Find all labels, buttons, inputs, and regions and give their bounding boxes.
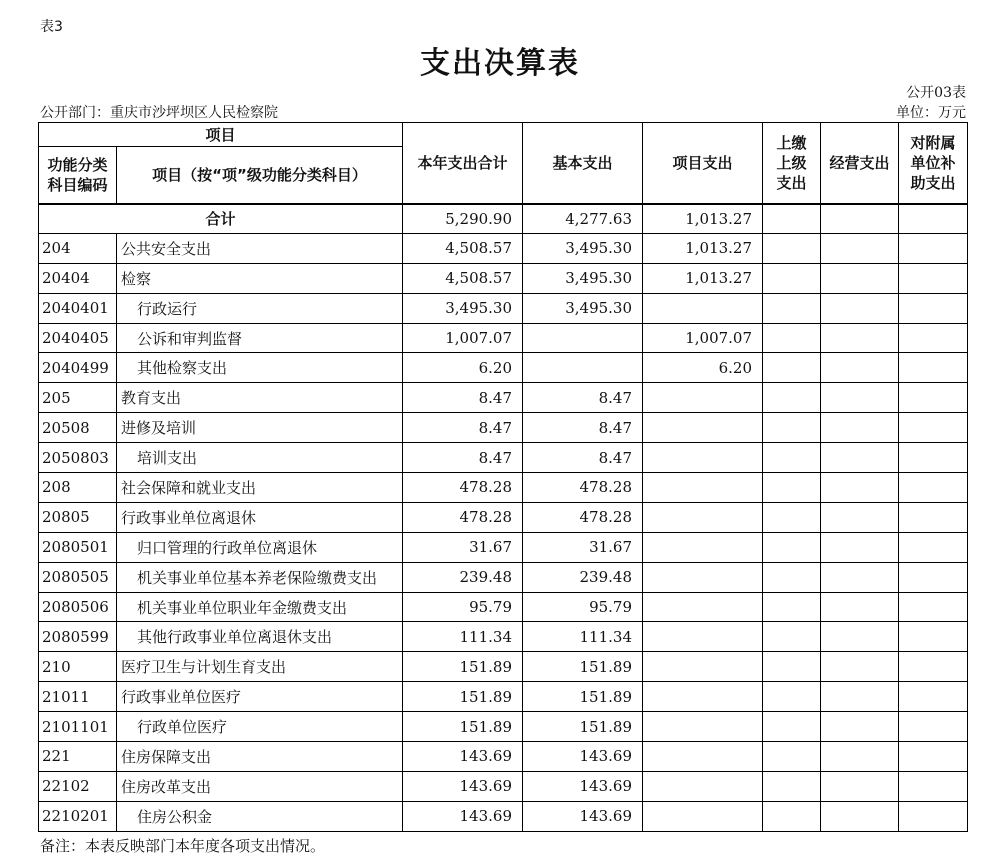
row-name: 教育支出 [117, 383, 403, 413]
table-row [39, 413, 968, 443]
total-row [39, 204, 968, 234]
row-cell-upper [763, 562, 821, 592]
row-name: 检察 [117, 263, 403, 293]
row-name: 机关事业单位职业年金缴费支出 [117, 592, 403, 622]
row-cell-subsidy [899, 413, 968, 443]
row-cell-subsidy [899, 562, 968, 592]
row-cell-business [821, 682, 899, 712]
table-row [39, 771, 968, 801]
row-cell-business [821, 383, 899, 413]
row-cell-upper [763, 353, 821, 383]
row-cell-subsidy [899, 233, 968, 263]
row-cell-total: 8.47 [403, 383, 523, 413]
row-cell-subsidy [899, 502, 968, 532]
row-cell-business [821, 293, 899, 323]
total-label: 合计 [39, 204, 403, 234]
row-cell-basic: 478.28 [523, 473, 643, 503]
row-cell-project [643, 771, 763, 801]
row-cell-basic: 143.69 [523, 771, 643, 801]
row-cell-project [643, 532, 763, 562]
total-cell-subsidy [899, 204, 968, 234]
row-name: 进修及培训 [117, 413, 403, 443]
row-cell-business [821, 263, 899, 293]
row-cell-upper [763, 502, 821, 532]
row-cell-subsidy [899, 742, 968, 772]
row-code: 22102 [39, 771, 117, 801]
row-cell-business [821, 323, 899, 353]
row-cell-subsidy [899, 263, 968, 293]
row-code: 2040499 [39, 353, 117, 383]
row-cell-business [821, 502, 899, 532]
row-cell-project: 6.20 [643, 353, 763, 383]
row-cell-project [643, 801, 763, 831]
total-cell-upper [763, 204, 821, 234]
row-cell-business [821, 562, 899, 592]
row-name: 公诉和审判监督 [117, 323, 403, 353]
row-cell-subsidy [899, 383, 968, 413]
row-cell-basic: 143.69 [523, 801, 643, 831]
row-cell-business [821, 443, 899, 473]
row-name: 行政单位医疗 [117, 712, 403, 742]
row-cell-upper [763, 323, 821, 353]
row-cell-business [821, 801, 899, 831]
row-cell-project [643, 592, 763, 622]
header-upper-text: 上缴上级支出 [776, 133, 807, 192]
row-code: 2080506 [39, 592, 117, 622]
row-cell-total: 151.89 [403, 652, 523, 682]
row-cell-total: 4,508.57 [403, 263, 523, 293]
row-code: 210 [39, 652, 117, 682]
row-cell-subsidy [899, 771, 968, 801]
row-cell-project [643, 742, 763, 772]
row-cell-project [643, 502, 763, 532]
row-cell-project [643, 622, 763, 652]
row-cell-project: 1,007.07 [643, 323, 763, 353]
row-code: 2040401 [39, 293, 117, 323]
row-cell-total: 239.48 [403, 562, 523, 592]
row-cell-basic: 151.89 [523, 652, 643, 682]
row-cell-upper [763, 592, 821, 622]
row-cell-basic: 143.69 [523, 742, 643, 772]
footnote: 备注：本表反映部门本年度各项支出情况。 [40, 837, 326, 855]
row-cell-subsidy [899, 473, 968, 503]
row-code: 2210201 [39, 801, 117, 831]
row-cell-basic: 31.67 [523, 532, 643, 562]
row-cell-subsidy [899, 293, 968, 323]
row-code: 2080505 [39, 562, 117, 592]
header-business: 经营支出 [821, 123, 899, 204]
row-code: 2080599 [39, 622, 117, 652]
row-cell-subsidy [899, 622, 968, 652]
total-cell-business [821, 204, 899, 234]
row-cell-total: 111.34 [403, 622, 523, 652]
row-cell-basic: 3,495.30 [523, 233, 643, 263]
row-cell-project [643, 712, 763, 742]
row-name: 行政运行 [117, 293, 403, 323]
row-cell-business [821, 592, 899, 622]
row-code: 2101101 [39, 712, 117, 742]
row-code: 21011 [39, 682, 117, 712]
row-cell-total: 31.67 [403, 532, 523, 562]
table-row [39, 233, 968, 263]
row-cell-upper [763, 293, 821, 323]
row-cell-upper [763, 771, 821, 801]
row-cell-subsidy [899, 682, 968, 712]
row-cell-project: 1,013.27 [643, 233, 763, 263]
row-cell-subsidy [899, 532, 968, 562]
row-cell-upper [763, 532, 821, 562]
row-cell-basic: 239.48 [523, 562, 643, 592]
row-cell-project [643, 562, 763, 592]
row-cell-business [821, 473, 899, 503]
table-row [39, 293, 968, 323]
row-cell-total: 151.89 [403, 682, 523, 712]
row-cell-business [821, 712, 899, 742]
row-cell-upper [763, 413, 821, 443]
row-cell-total: 8.47 [403, 413, 523, 443]
table-row [39, 383, 968, 413]
row-cell-subsidy [899, 652, 968, 682]
header-project: 项目支出 [643, 123, 763, 204]
header-total: 本年支出合计 [403, 123, 523, 204]
row-cell-upper [763, 801, 821, 831]
row-cell-business [821, 742, 899, 772]
unit-label: 单位：万元 [896, 105, 966, 121]
row-code: 20805 [39, 502, 117, 532]
header-code [39, 147, 117, 204]
table-number-label: 表3 [40, 19, 63, 35]
row-cell-upper [763, 652, 821, 682]
row-cell-project [643, 383, 763, 413]
row-cell-subsidy [899, 712, 968, 742]
header-code-text: 功能分类科目编码 [47, 155, 108, 194]
header-project-group: 项目 [39, 123, 403, 147]
row-cell-basic: 478.28 [523, 502, 643, 532]
row-name: 住房改革支出 [117, 771, 403, 801]
row-cell-total: 8.47 [403, 443, 523, 473]
row-cell-subsidy [899, 592, 968, 622]
row-cell-upper [763, 383, 821, 413]
table-row [39, 682, 968, 712]
row-cell-basic: 151.89 [523, 682, 643, 712]
row-cell-total: 3,495.30 [403, 293, 523, 323]
table-row [39, 712, 968, 742]
row-name: 其他行政事业单位离退休支出 [117, 622, 403, 652]
row-code: 2040405 [39, 323, 117, 353]
row-code: 205 [39, 383, 117, 413]
row-cell-basic: 8.47 [523, 443, 643, 473]
row-name: 住房保障支出 [117, 742, 403, 772]
row-cell-upper [763, 443, 821, 473]
page-title: 支出决算表 [420, 46, 580, 81]
row-name: 行政事业单位医疗 [117, 682, 403, 712]
row-cell-total: 143.69 [403, 771, 523, 801]
row-cell-business [821, 652, 899, 682]
row-name: 其他检察支出 [117, 353, 403, 383]
table-row [39, 622, 968, 652]
table-row [39, 443, 968, 473]
row-cell-business [821, 532, 899, 562]
row-cell-business [821, 413, 899, 443]
row-cell-basic: 151.89 [523, 712, 643, 742]
row-cell-project: 1,013.27 [643, 263, 763, 293]
row-code: 208 [39, 473, 117, 503]
row-cell-basic [523, 323, 643, 353]
row-code: 204 [39, 233, 117, 263]
row-cell-total: 4,508.57 [403, 233, 523, 263]
row-cell-total: 478.28 [403, 473, 523, 503]
row-cell-project [643, 293, 763, 323]
table-row [39, 473, 968, 503]
row-code: 2050803 [39, 443, 117, 473]
row-name: 归口管理的行政单位离退休 [117, 532, 403, 562]
row-code: 20508 [39, 413, 117, 443]
header-subsidy-text: 对附属单位补助支出 [910, 133, 956, 192]
form-code: 公开03表 [906, 85, 966, 101]
row-cell-total: 143.69 [403, 801, 523, 831]
row-code: 2080501 [39, 532, 117, 562]
row-cell-basic: 95.79 [523, 592, 643, 622]
row-name: 住房公积金 [117, 801, 403, 831]
row-cell-basic: 8.47 [523, 413, 643, 443]
header-name: 项目（按“项”级功能分类科目） [117, 147, 403, 204]
row-cell-subsidy [899, 801, 968, 831]
row-name: 医疗卫生与计划生育支出 [117, 652, 403, 682]
table-row [39, 562, 968, 592]
row-cell-subsidy [899, 443, 968, 473]
row-cell-business [821, 771, 899, 801]
row-name: 机关事业单位基本养老保险缴费支出 [117, 562, 403, 592]
row-name: 培训支出 [117, 443, 403, 473]
row-cell-subsidy [899, 323, 968, 353]
row-cell-upper [763, 263, 821, 293]
header-upper [763, 123, 821, 204]
row-cell-basic: 111.34 [523, 622, 643, 652]
row-cell-upper [763, 742, 821, 772]
expenditure-table [38, 122, 968, 832]
row-code: 20404 [39, 263, 117, 293]
row-cell-total: 143.69 [403, 742, 523, 772]
row-name: 公共安全支出 [117, 233, 403, 263]
table-row [39, 323, 968, 353]
table-row [39, 592, 968, 622]
table-row [39, 742, 968, 772]
row-code: 221 [39, 742, 117, 772]
header-subsidy [899, 123, 968, 204]
row-cell-basic: 3,495.30 [523, 293, 643, 323]
row-cell-project [643, 413, 763, 443]
row-name: 行政事业单位离退休 [117, 502, 403, 532]
row-name: 社会保障和就业支出 [117, 473, 403, 503]
row-cell-upper [763, 682, 821, 712]
row-cell-project [643, 682, 763, 712]
row-cell-basic: 8.47 [523, 383, 643, 413]
row-cell-basic: 3,495.30 [523, 263, 643, 293]
total-cell-basic: 4,277.63 [523, 204, 643, 234]
row-cell-upper [763, 622, 821, 652]
department-label: 公开部门：重庆市沙坪坝区人民检察院 [40, 105, 278, 121]
row-cell-project [643, 473, 763, 503]
row-cell-business [821, 622, 899, 652]
row-cell-total: 151.89 [403, 712, 523, 742]
table-row [39, 652, 968, 682]
table-row [39, 502, 968, 532]
row-cell-upper [763, 712, 821, 742]
header-basic: 基本支出 [523, 123, 643, 204]
row-cell-total: 6.20 [403, 353, 523, 383]
row-cell-total: 95.79 [403, 592, 523, 622]
total-cell-total: 5,290.90 [403, 204, 523, 234]
row-cell-business [821, 353, 899, 383]
table-row [39, 801, 968, 831]
table-row [39, 353, 968, 383]
row-cell-total: 1,007.07 [403, 323, 523, 353]
row-cell-business [821, 233, 899, 263]
total-cell-project: 1,013.27 [643, 204, 763, 234]
row-cell-upper [763, 473, 821, 503]
table-row [39, 263, 968, 293]
table-row [39, 532, 968, 562]
row-cell-upper [763, 233, 821, 263]
row-cell-project [643, 652, 763, 682]
row-cell-total: 478.28 [403, 502, 523, 532]
row-cell-subsidy [899, 353, 968, 383]
row-cell-project [643, 443, 763, 473]
row-cell-basic [523, 353, 643, 383]
